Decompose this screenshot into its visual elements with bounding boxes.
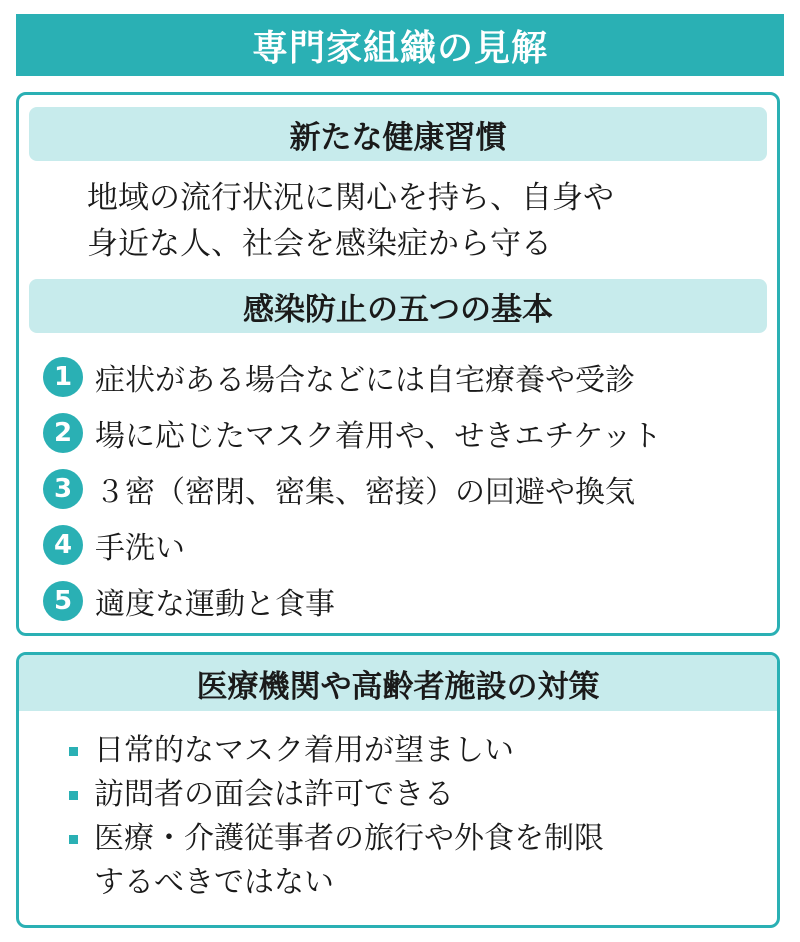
list-item — [69, 817, 749, 905]
square-bullet-icon — [69, 747, 78, 756]
facilities-panel — [16, 652, 780, 928]
basics-heading: 感染防止の五つの基本 — [29, 279, 767, 333]
page-title: 専門家組織の見解 — [16, 14, 784, 76]
number-3-icon: 3 — [43, 469, 83, 509]
facility-item-line: 訪問者の面会は許可できる — [94, 777, 454, 812]
list-item — [43, 517, 773, 573]
basic-item-text: 症状がある場合などには自宅療養や受診 — [95, 363, 635, 398]
list-item — [69, 773, 749, 817]
basic-item-text: 適度な運動と食事 — [95, 587, 335, 622]
facilities-list — [69, 729, 749, 905]
list-item — [69, 729, 749, 773]
facility-item-text — [94, 729, 514, 773]
number-2-icon: 2 — [43, 413, 83, 453]
basic-item-text: 場に応じたマスク着用や、せきエチケット — [95, 419, 662, 454]
new-habits-line: 身近な人、社会を感染症から守る — [87, 226, 552, 262]
facilities-heading: 医療機関や高齢者施設の対策 — [19, 655, 777, 711]
number-5-icon: 5 — [43, 581, 83, 621]
basic-item-text: 手洗い — [95, 531, 185, 566]
square-bullet-icon — [69, 835, 78, 844]
facility-item-line: 日常的なマスク着用が望ましい — [94, 733, 514, 768]
list-item — [43, 349, 773, 405]
number-1-icon: 1 — [43, 357, 83, 397]
new-habits-line: 地域の流行状況に関心を持ち、自身や — [87, 180, 614, 216]
list-item — [43, 405, 773, 461]
facility-item-line: するべきではない — [94, 865, 334, 900]
facility-item-text — [94, 817, 604, 905]
new-habits-text — [87, 175, 747, 267]
basic-item-text: ３密（密閉、密集、密接）の回避や換気 — [95, 475, 635, 510]
square-bullet-icon — [69, 791, 78, 800]
facility-item-text — [94, 773, 454, 817]
list-item — [43, 461, 773, 517]
facility-item-line: 医療・介護従事者の旅行や外食を制限 — [94, 821, 604, 856]
number-4-icon: 4 — [43, 525, 83, 565]
expert-view-panel — [16, 92, 780, 636]
basics-list — [43, 349, 773, 629]
new-habits-heading: 新たな健康習慣 — [29, 107, 767, 161]
list-item — [43, 573, 773, 629]
